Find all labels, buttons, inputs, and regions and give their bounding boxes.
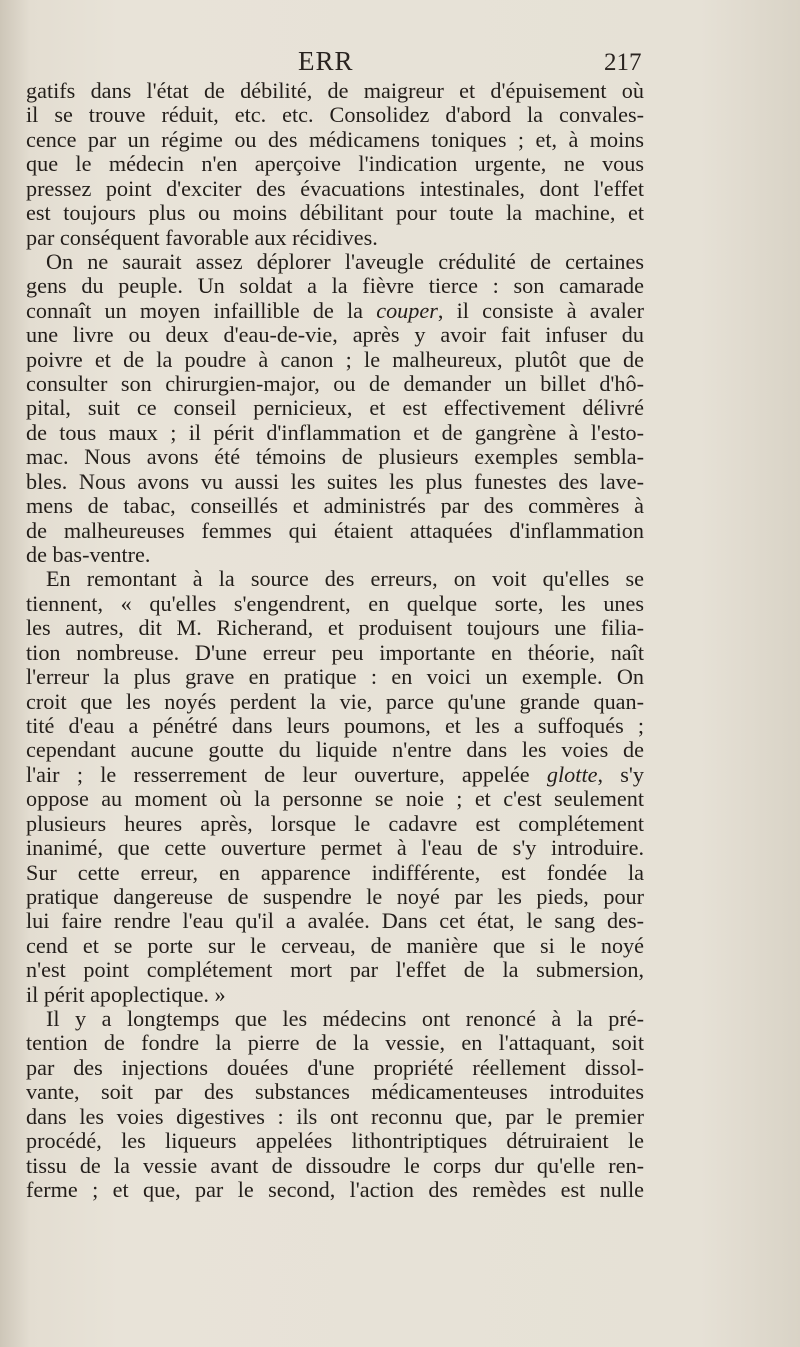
text-line: il périt apoplectique. » (26, 982, 226, 1007)
text-line: par conséquent favorable aux récidives. (26, 225, 378, 250)
text-line: tention de fondre la pierre de la vessie, en l'attaquant, soit (26, 1031, 644, 1056)
paragraph-start-line: Il y a longtemps que les médecins ont renoncé à la pré- (46, 1007, 644, 1032)
text-line: dans les voies digestives : ils ont reconnu que, par le premier (26, 1104, 644, 1129)
running-head: ERR (298, 46, 354, 76)
text-line: cend et se porte sur le cerveau, de manière que si le noyé (26, 933, 644, 958)
text-line: croit que les noyés perdent la vie, parce qu'une grande quan- (26, 689, 644, 714)
page-number: 217 (604, 49, 642, 76)
text-line: par des injections douées d'une propriété réellement dissol- (26, 1055, 644, 1080)
text-line: procédé, les liqueurs appelées lithontriptiques détruiraient le (26, 1129, 644, 1154)
text-line: cependant aucune goutte du liquide n'entre dans les voies de (26, 738, 644, 763)
text-line: est toujours plus ou moins débilitant pour toute la machine, et (26, 201, 644, 226)
text-line: cence par un régime ou des médicamens toniques ; et, à moins (26, 127, 644, 152)
text-line: bles. Nous avons vu aussi les suites les plus funestes des lave- (26, 469, 644, 494)
text-line: poivre et de la poudre à canon ; le malheureux, plutôt que de (26, 347, 644, 372)
text-line: connaît un moyen infaillible de la couper, il consiste à avaler (26, 298, 644, 323)
text-line: de tous maux ; il périt d'inflammation et de gangrène à l'esto- (26, 420, 644, 445)
text-line: pratique dangereuse de suspendre le noyé par les pieds, pour (26, 884, 644, 909)
text-line: pital, suit ce conseil pernicieux, et est effectivement délivré (26, 396, 644, 421)
text-line: de malheureuses femmes qui étaient attaquées d'inflammation (26, 518, 644, 543)
text-line: l'erreur la plus grave en pratique : en voici un exemple. On (26, 665, 644, 690)
text-line: oppose au moment où la personne se noie ; et c'est seulement (26, 787, 644, 812)
text-line: Sur cette erreur, en apparence indifférente, est fondée la (26, 860, 644, 885)
text-line: lui faire rendre l'eau qu'il a avalée. Dans cet état, le sang des- (26, 909, 644, 934)
text-line: gatifs dans l'état de débilité, de maigreur et d'épuisement où (26, 79, 644, 103)
text-line: mens de tabac, conseillés et administrés par des commères à (26, 494, 644, 519)
text-line: n'est point complétement mort par l'effet de la submersion, (26, 958, 644, 983)
body-text (26, 79, 644, 1202)
text-line: gens du peuple. Un soldat a la fièvre tierce : son camarade (26, 274, 644, 299)
text-line: pressez point d'exciter des évacuations intestinales, dont l'effet (26, 176, 644, 201)
text-line: que le médecin n'en aperçoive l'indication urgente, ne vous (26, 152, 644, 177)
text-line: plusieurs heures après, lorsque le cadavre est complétement (26, 811, 644, 836)
text-line: consulter son chirurgien-major, ou de demander un billet d'hô- (26, 372, 644, 397)
text-line: de bas-ventre. (26, 543, 151, 568)
text-line: ferme ; et que, par le second, l'action des remèdes est nulle (26, 1177, 644, 1202)
text-line: inanimé, que cette ouverture permet à l'eau de s'y introduire. (26, 836, 644, 861)
text-line: il se trouve réduit, etc. etc. Consolidez d'abord la convales- (26, 103, 644, 128)
text-line: vante, soit par des substances médicamenteuses introduites (26, 1080, 644, 1105)
text-line: une livre ou deux d'eau-de-vie, après y avoir fait infuser du (26, 323, 644, 348)
text-line: tiennent, « qu'elles s'engendrent, en quelque sorte, les unes (26, 591, 644, 616)
text-line: l'air ; le resserrement de leur ouverture, appelée glotte, s'y (26, 762, 644, 787)
paragraph-start-line: En remontant à la source des erreurs, on voit qu'elles se (46, 567, 644, 592)
text-line: mac. Nous avons été témoins de plusieurs exemples sembla- (26, 445, 644, 470)
text-line: tité d'eau a pénétré dans leurs poumons, et les a suffoqués ; (26, 713, 644, 738)
paragraph-start-line: On ne saurait assez déplorer l'aveugle crédulité de certaines (46, 249, 644, 274)
text-line: les autres, dit M. Richerand, et produisent toujours une filia- (26, 616, 644, 641)
text-line: tion nombreuse. D'une erreur peu importante en théorie, naît (26, 640, 644, 665)
text-line: tissu de la vessie avant de dissoudre le corps dur qu'elle ren- (26, 1153, 644, 1178)
